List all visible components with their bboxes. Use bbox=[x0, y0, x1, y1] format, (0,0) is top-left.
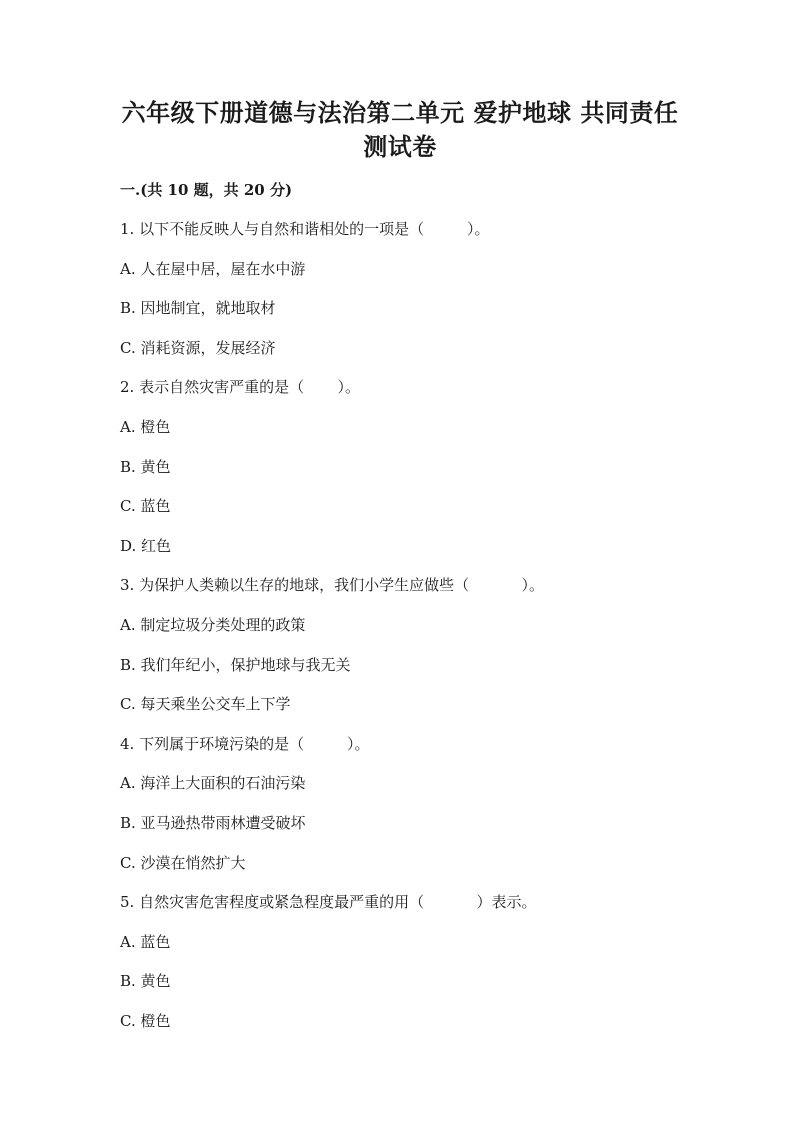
question-1-option-a: A. 人在屋中居，屋在水中游 bbox=[120, 259, 306, 278]
question-3-option-a: A. 制定垃圾分类处理的政策 bbox=[120, 615, 306, 634]
section-header: 一.(共 10 题，共 20 分) bbox=[120, 181, 293, 199]
question-3: 3. 为保护人类赖以生存的地球，我们小学生应做些（ ）。 bbox=[120, 576, 545, 595]
question-3-option-b: B. 我们年纪小，保护地球与我无关 bbox=[120, 655, 351, 674]
question-5-option-c: C. 橙色 bbox=[120, 1011, 171, 1030]
question-1-option-c: C. 消耗资源，发展经济 bbox=[120, 338, 276, 357]
question-4: 4. 下列属于环境污染的是（ ）。 bbox=[120, 734, 370, 753]
question-2-option-c: C. 蓝色 bbox=[120, 497, 171, 516]
question-5: 5. 自然灾害危害程度或紧急程度最严重的用（ ）表示。 bbox=[120, 893, 537, 912]
document-title: 六年级下册道德与法治第二单元 爱护地球 共同责任 测试卷 bbox=[121, 98, 679, 161]
question-4-option-c: C. 沙漠在悄然扩大 bbox=[120, 853, 246, 872]
question-5-option-a: A. 蓝色 bbox=[120, 932, 171, 951]
question-3-option-c: C. 每天乘坐公交车上下学 bbox=[120, 695, 291, 714]
question-list bbox=[120, 219, 720, 1050]
question-2-option-b: B. 黄色 bbox=[120, 457, 171, 476]
question-5-option-b: B. 黄色 bbox=[120, 972, 171, 991]
question-4-option-b: B. 亚马逊热带雨林遭受破坏 bbox=[120, 813, 306, 832]
question-4-option-a: A. 海洋上大面积的石油污染 bbox=[120, 774, 306, 793]
question-1: 1. 以下不能反映人与自然和谐相处的一项是（ ）。 bbox=[120, 220, 490, 238]
question-1-option-b: B. 因地制宜，就地取材 bbox=[120, 299, 276, 318]
question-2-option-a: A. 橙色 bbox=[120, 417, 171, 436]
question-2: 2. 表示自然灾害严重的是（ ）。 bbox=[120, 378, 360, 397]
question-2-option-d: D. 红色 bbox=[120, 536, 172, 555]
